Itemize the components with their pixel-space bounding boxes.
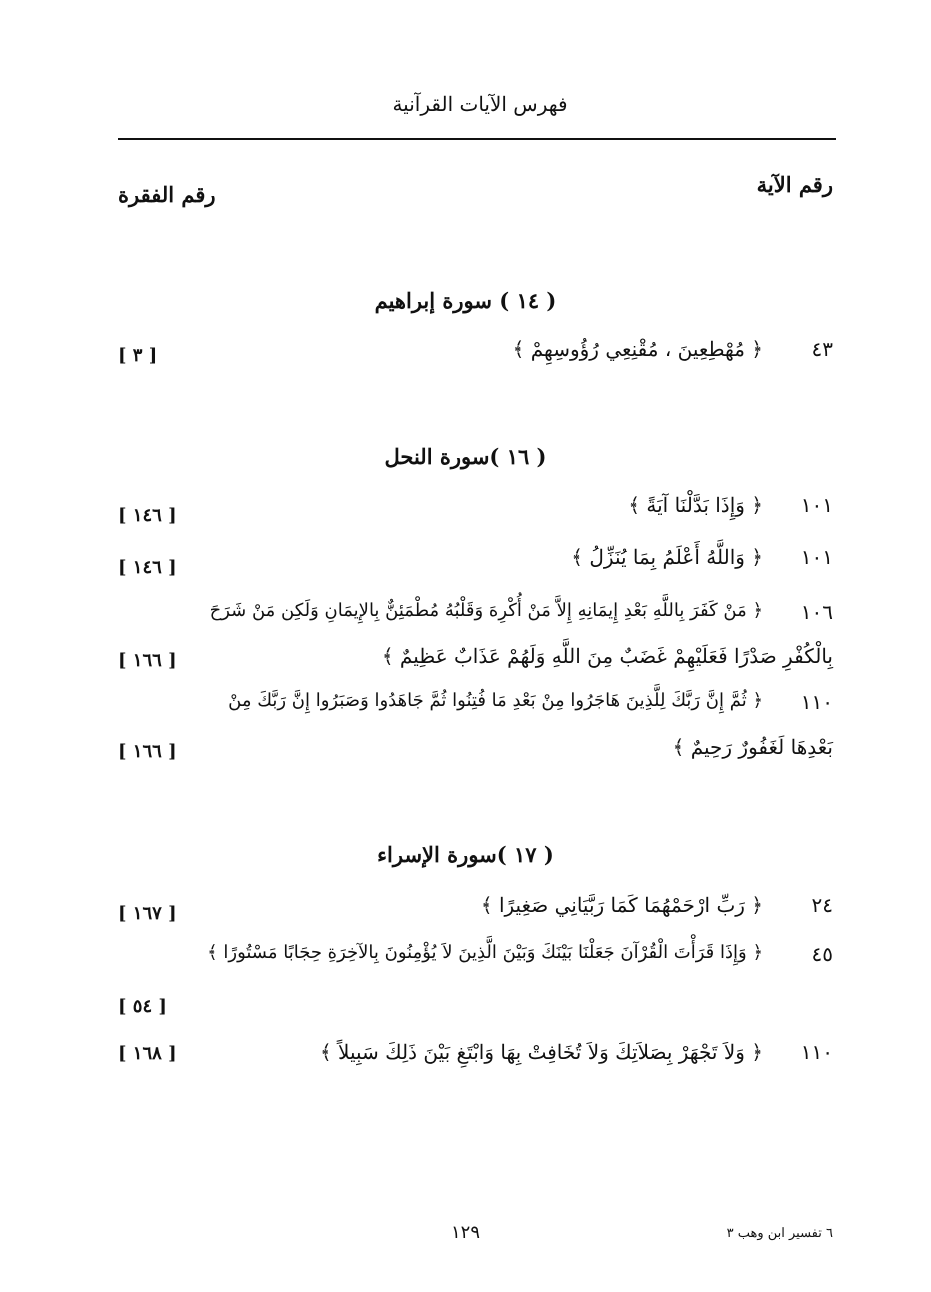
verse-number: ٢٤ xyxy=(811,893,833,917)
paragraph-reference: [ ١٦٨ ] xyxy=(118,1043,177,1064)
verse-text-line-2: بَعْدِهَا لَغَفُورٌ رَحِيمٌ ﴾ xyxy=(672,735,833,759)
verse-text: ﴿ وَإِذَا قَرَأْتَ الْقُرْآنَ جَعَلْنَا بَيْنَكَ وَبَيْنَ الَّذِينَ لاَ يُؤْمِنُونَ بِالآخِرَةِ حِجَابًا مَسْتُورًا ﴾ xyxy=(207,942,763,963)
verse-text: ﴿ مُهْطِعِينَ ، مُقْنِعِي رُؤُوسِهِمْ ﴾ xyxy=(512,337,763,361)
verse-number: ١٠٦ xyxy=(800,600,833,624)
verse-text-line-1: ﴿ ثُمَّ إِنَّ رَبَّكَ لِلَّذِينَ هَاجَرُوا مِنْ بَعْدِ مَا فُتِنُوا ثُمَّ جَاهَدُوا وَصَبَرُوا إِنَّ رَبَّكَ مِنْ xyxy=(228,690,763,711)
verse-text: ﴿ وَاللَّهُ أَعْلَمُ بِمَا يُنَزِّلُ ﴾ xyxy=(571,545,763,569)
verse-number: ١٠١ xyxy=(800,493,833,517)
verse-number-column-heading: رقم الآية xyxy=(756,172,833,197)
verse-text: ﴿ وَإِذَا بَدَّلْنَا آيَةً ﴾ xyxy=(628,493,763,517)
printer-signature: ٦ تفسير ابن وهب ٣ xyxy=(726,1226,833,1241)
verse-number: ١١٠ xyxy=(800,1040,833,1064)
paragraph-reference: [ ١٦٦ ] xyxy=(118,650,177,671)
paragraph-reference: [ ١٤٦ ] xyxy=(118,505,177,526)
header-rule xyxy=(118,138,836,140)
verse-number: ١٠١ xyxy=(800,545,833,569)
running-head: فهرس الآيات القرآنية xyxy=(392,92,568,116)
verse-text: ﴿ رَبِّ ارْحَمْهُمَا كَمَا رَبَّيَانِي صَغِيرًا ﴾ xyxy=(480,893,763,917)
surah-title-ibrahim: ( ١٤ ) سورة إبراهيم xyxy=(374,288,557,313)
paragraph-reference: [ ١٦٧ ] xyxy=(118,903,177,924)
verse-text: ﴿ وَلاَ تَجْهَرْ بِصَلاَتِكَ وَلاَ تُخَافِتْ بِهَا وَابْتَغِ بَيْنَ ذَلِكَ سَبِيلاً ﴾ xyxy=(319,1040,763,1064)
page-number: ١٢٩ xyxy=(450,1222,480,1243)
verse-number: ٤٥ xyxy=(811,942,833,966)
verse-number: ١١٠ xyxy=(800,690,833,714)
paragraph-reference: [ ١٦٦ ] xyxy=(118,741,177,762)
surah-title-nahl: ( ١٦ )سورة النحل xyxy=(384,444,547,469)
paragraph-reference: [ ٣ ] xyxy=(118,345,158,366)
paragraph-reference: [ ٥٤ ] xyxy=(118,996,167,1017)
paragraph-reference: [ ١٤٦ ] xyxy=(118,557,177,578)
surah-title-isra: ( ١٧ )سورة الإسراء xyxy=(377,842,554,867)
verse-text-line-1: ﴿ مَنْ كَفَرَ بِاللَّهِ بَعْدِ إِيمَانِهِ إِلاَّ مَنْ أُكْرِهَ وَقَلْبُهُ مُطْمَئِنٌّ بِالإِيمَانِ وَلَكِن مَنْ شَرَحَ xyxy=(209,600,763,621)
paragraph-number-column-heading: رقم الفقرة xyxy=(118,182,216,207)
verse-text-line-2: بِالْكُفْرِ صَدْرًا فَعَلَيْهِمْ غَضَبٌ مِنَ اللَّهِ وَلَهُمْ عَذَابٌ عَظِيمٌ ﴾ xyxy=(381,644,833,668)
verse-number: ٤٣ xyxy=(811,337,833,361)
